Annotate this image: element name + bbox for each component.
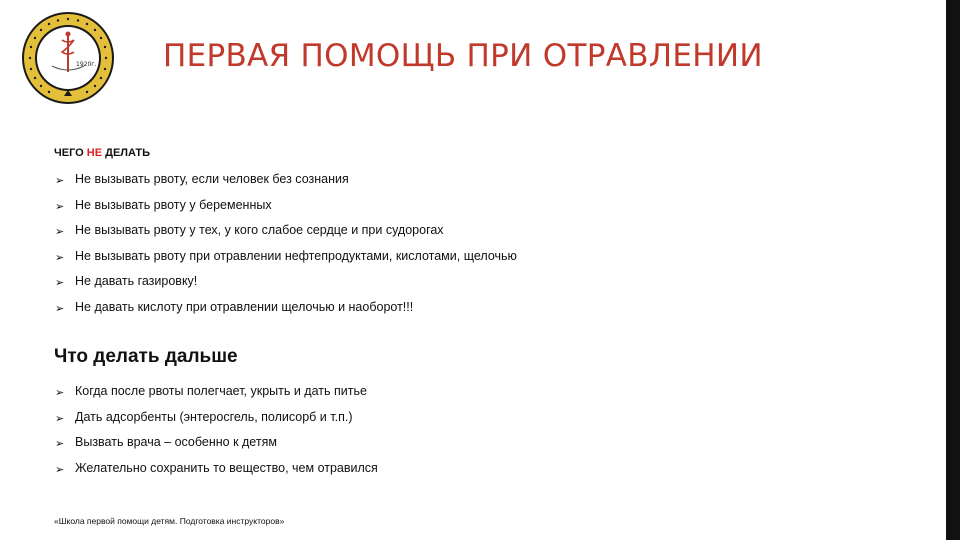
list-item-text: Когда после рвоты полегчает, укрыть и дать питье xyxy=(75,384,367,398)
list-item-text: Дать адсорбенты (энтеросгель, полисорб и т.п.) xyxy=(75,409,353,424)
heading-suffix: ДЕЛАТЬ xyxy=(105,147,151,159)
list-item xyxy=(54,222,517,248)
list-item-text: Не вызывать рвоту, если человек без сознания xyxy=(75,172,349,186)
arrowhead-bullet-icon: ➢ xyxy=(55,438,65,451)
list-item xyxy=(54,273,517,299)
list-item xyxy=(54,434,378,460)
list-item-text: Желательно сохранить то вещество, чем отравился xyxy=(75,460,378,475)
list-item-text: Не давать кислоту при отравлении щелочью и наоборот!!! xyxy=(75,299,414,314)
arrowhead-bullet-icon: ➢ xyxy=(55,463,65,476)
dont-list xyxy=(54,171,517,325)
list-item-text: Вызвать врача – особенно к детям xyxy=(75,435,277,450)
next-list xyxy=(54,383,378,485)
next-section-heading: Что делать дальше xyxy=(54,346,238,367)
right-edge-bar xyxy=(946,0,960,540)
dont-section-heading xyxy=(54,147,150,159)
list-item-text: Не вызывать рвоту при отравлении нефтепродуктами, кислотами, щелочью xyxy=(75,248,517,263)
heading-prefix: ЧЕГО xyxy=(54,147,84,159)
list-item xyxy=(54,383,378,409)
arrowhead-bullet-icon: ➢ xyxy=(55,200,65,213)
heading-negation: НЕ xyxy=(86,147,103,159)
list-item-text: Не давать газировку! xyxy=(75,274,198,289)
list-item xyxy=(54,248,517,274)
arrowhead-bullet-icon: ➢ xyxy=(55,387,65,399)
list-item xyxy=(54,460,378,486)
list-item xyxy=(54,299,517,325)
page-title: ПЕРВАЯ ПОМОЩЬ ПРИ ОТРАВЛЕНИИ xyxy=(163,38,763,74)
list-item xyxy=(54,409,378,435)
arrowhead-bullet-icon: ➢ xyxy=(55,226,65,239)
arrowhead-bullet-icon: ➢ xyxy=(55,302,65,315)
list-item xyxy=(54,171,517,197)
arrowhead-bullet-icon: ➢ xyxy=(55,277,65,290)
arrowhead-bullet-icon: ➢ xyxy=(55,412,65,425)
logo-year: 1920г. xyxy=(76,61,97,68)
arrowhead-bullet-icon: ➢ xyxy=(55,251,65,264)
list-item-text: Не вызывать рвоту у тех, у кого слабое сердце и при судорогах xyxy=(75,223,444,238)
list-item xyxy=(54,197,517,223)
rescue-detachment-emblem-icon xyxy=(20,10,116,106)
arrowhead-bullet-icon: ➢ xyxy=(55,175,65,187)
source-footnote: «Школа первой помощи детям. Подготовка инструкторов» xyxy=(54,516,285,526)
list-item-text: Не вызывать рвоту у беременных xyxy=(75,197,272,212)
